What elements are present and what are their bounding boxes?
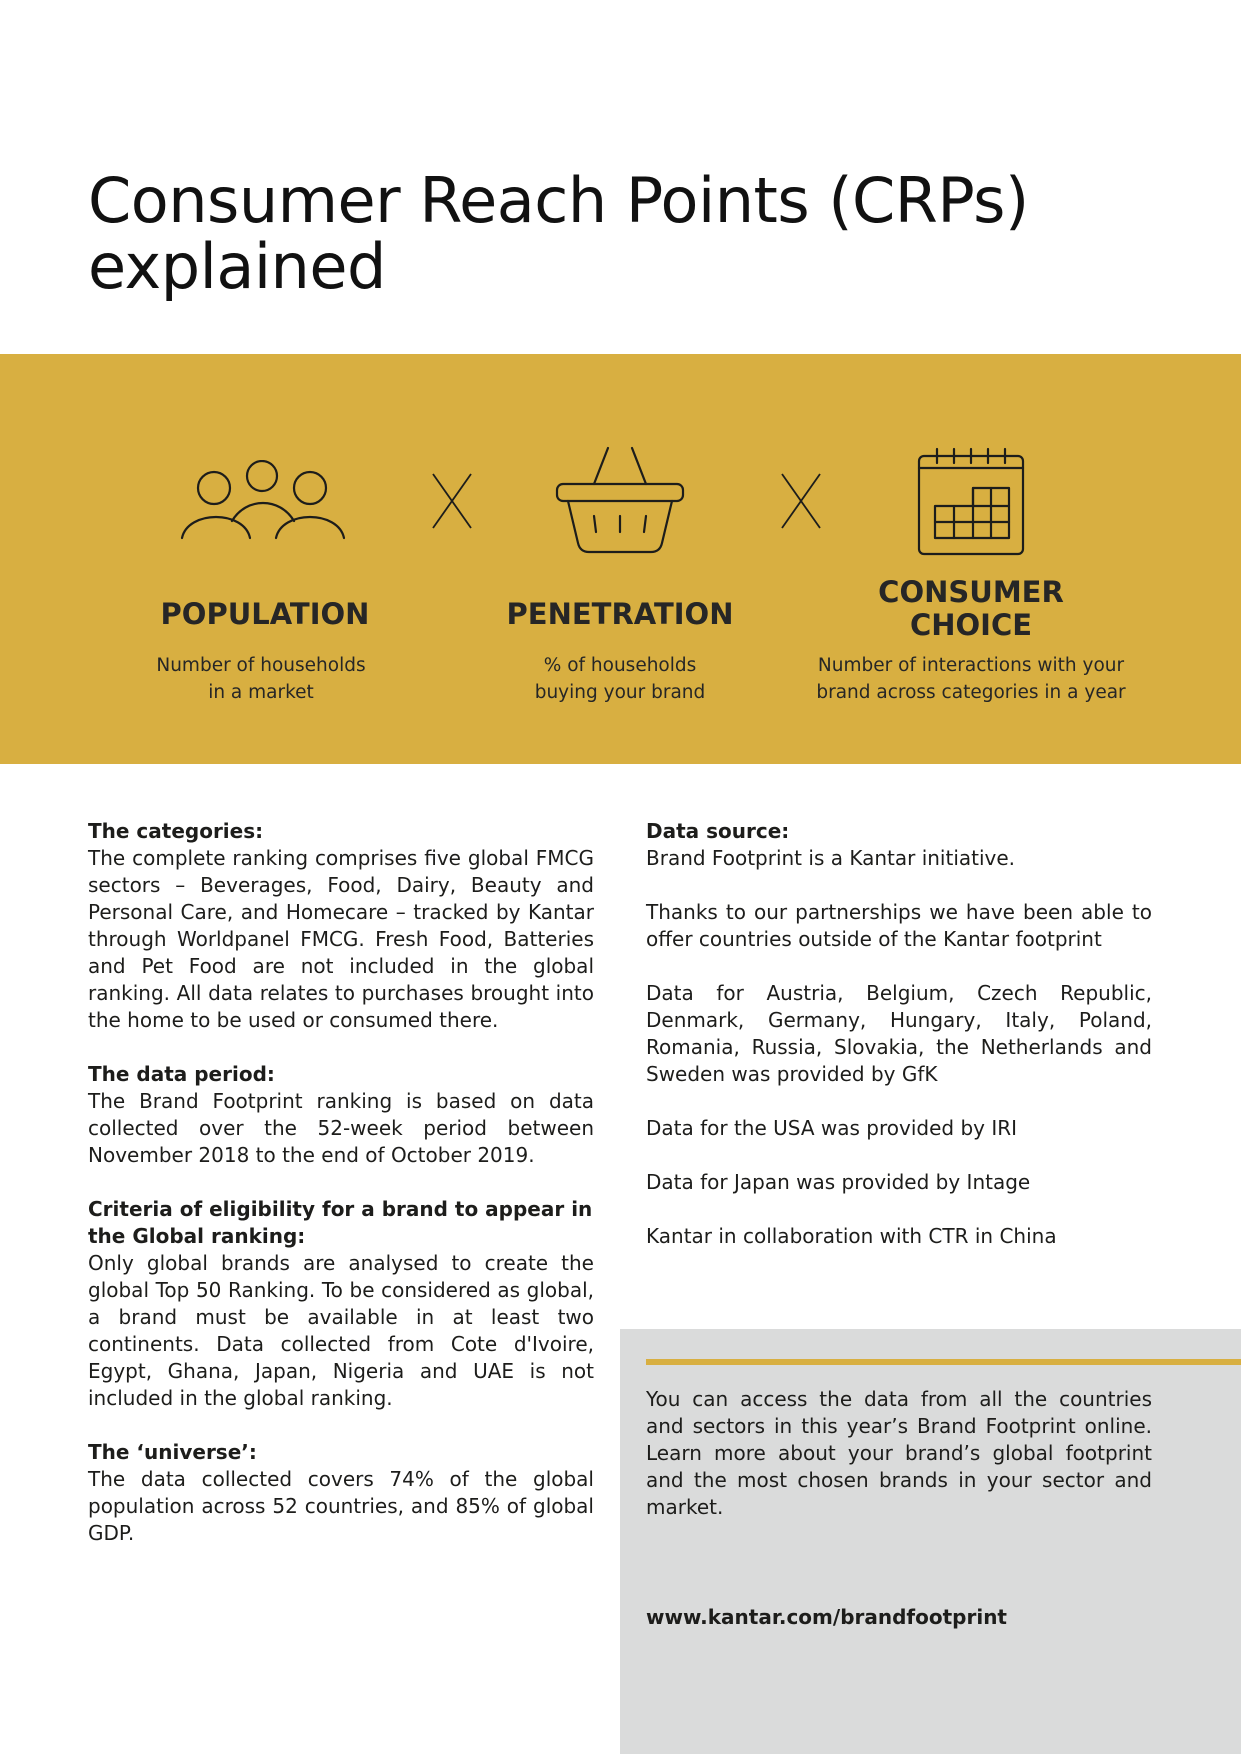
universe-section — [88, 1439, 594, 1547]
multiply-icon — [430, 472, 474, 530]
brand-footprint-link[interactable]: www.kantar.com/brandfootprint — [646, 1605, 1007, 1629]
crp-formula-band — [0, 354, 1241, 764]
categories-heading: The categories: — [88, 819, 264, 843]
data-source-line: Data for Austria, Belgium, Czech Republic, Denmark, Germany, Hungary, Italy, Poland, Romania, Russia, Slovakia, the Netherlands and Sweden was provided by GfK — [646, 981, 1152, 1086]
online-access-text: You can access the data from all the countries and sectors in this year’s Brand Footprint online. Learn more about your brand’s global footprint and the most chosen brands in your sector and market. — [646, 1387, 1152, 1519]
data-period-heading: The data period: — [88, 1062, 275, 1086]
data-source-line: Data for the USA was provided by IRI — [646, 1116, 1018, 1140]
page-title-line-2: explained — [88, 230, 386, 303]
data-source-line: Kantar in collaboration with CTR in China — [646, 1224, 1057, 1248]
penetration-title: PENETRATION — [506, 597, 734, 631]
methodology-column — [88, 818, 594, 1574]
population-title: POPULATION — [160, 597, 370, 631]
data-source-line: Data for Japan was provided by Intage — [646, 1170, 1031, 1194]
population-description: Number of households in a market — [156, 655, 366, 703]
data-source-column — [646, 818, 1152, 1277]
categories-section — [88, 818, 594, 1034]
page-title — [88, 164, 1188, 303]
criteria-text: Only global brands are analysed to create the global Top 50 Ranking. To be considered as global, a brand must be available in at least two continents. Data collected from Cote d'Ivoire, Egypt, Ghana, Japan, Nigeria and UAE is not included in the global ranking. — [88, 1251, 594, 1410]
universe-text: The data collected covers 74% of the global population across 52 countries, and 85% of global GDP. — [88, 1467, 594, 1545]
penetration-description: % of households buying your brand — [534, 655, 706, 703]
criteria-section — [88, 1196, 594, 1412]
data-source-line: Brand Footprint is a Kantar initiative. — [646, 846, 1016, 870]
consumer-choice-description: Number of interactions with your brand across categories in a year — [816, 655, 1126, 703]
data-source-heading: Data source: — [646, 819, 790, 843]
data-source-line: Thanks to our partnerships we have been able to offer countries outside of the Kantar footprint — [646, 900, 1152, 951]
criteria-heading: Criteria of eligibility for a brand to appear in the Global ranking: — [88, 1197, 593, 1248]
calendar-icon — [915, 446, 1025, 558]
people-group-icon — [178, 460, 350, 540]
data-period-section — [88, 1061, 594, 1169]
accent-divider — [646, 1359, 1241, 1365]
multiply-icon — [779, 472, 823, 530]
consumer-choice-title: CONSUMER CHOICE — [878, 575, 1064, 642]
data-period-text: The Brand Footprint ranking is based on data collected over the 52-week period between November 2018 to the end of October 2019. — [88, 1089, 594, 1167]
page-title-line-1: Consumer Reach Points (CRPs) — [88, 164, 1029, 237]
categories-text: The complete ranking comprises five global FMCG sectors – Beverages, Food, Dairy, Beauty and Personal Care, and Homecare – tracked by Kantar through Worldpanel FMCG. Fresh Food, Batteries and Pet Food are not included in the global ranking. All data relates to purchases brought into the home to be used or consumed there. — [88, 846, 594, 1032]
universe-heading: The ‘universe’: — [88, 1440, 257, 1464]
shopping-basket-icon — [554, 446, 686, 554]
